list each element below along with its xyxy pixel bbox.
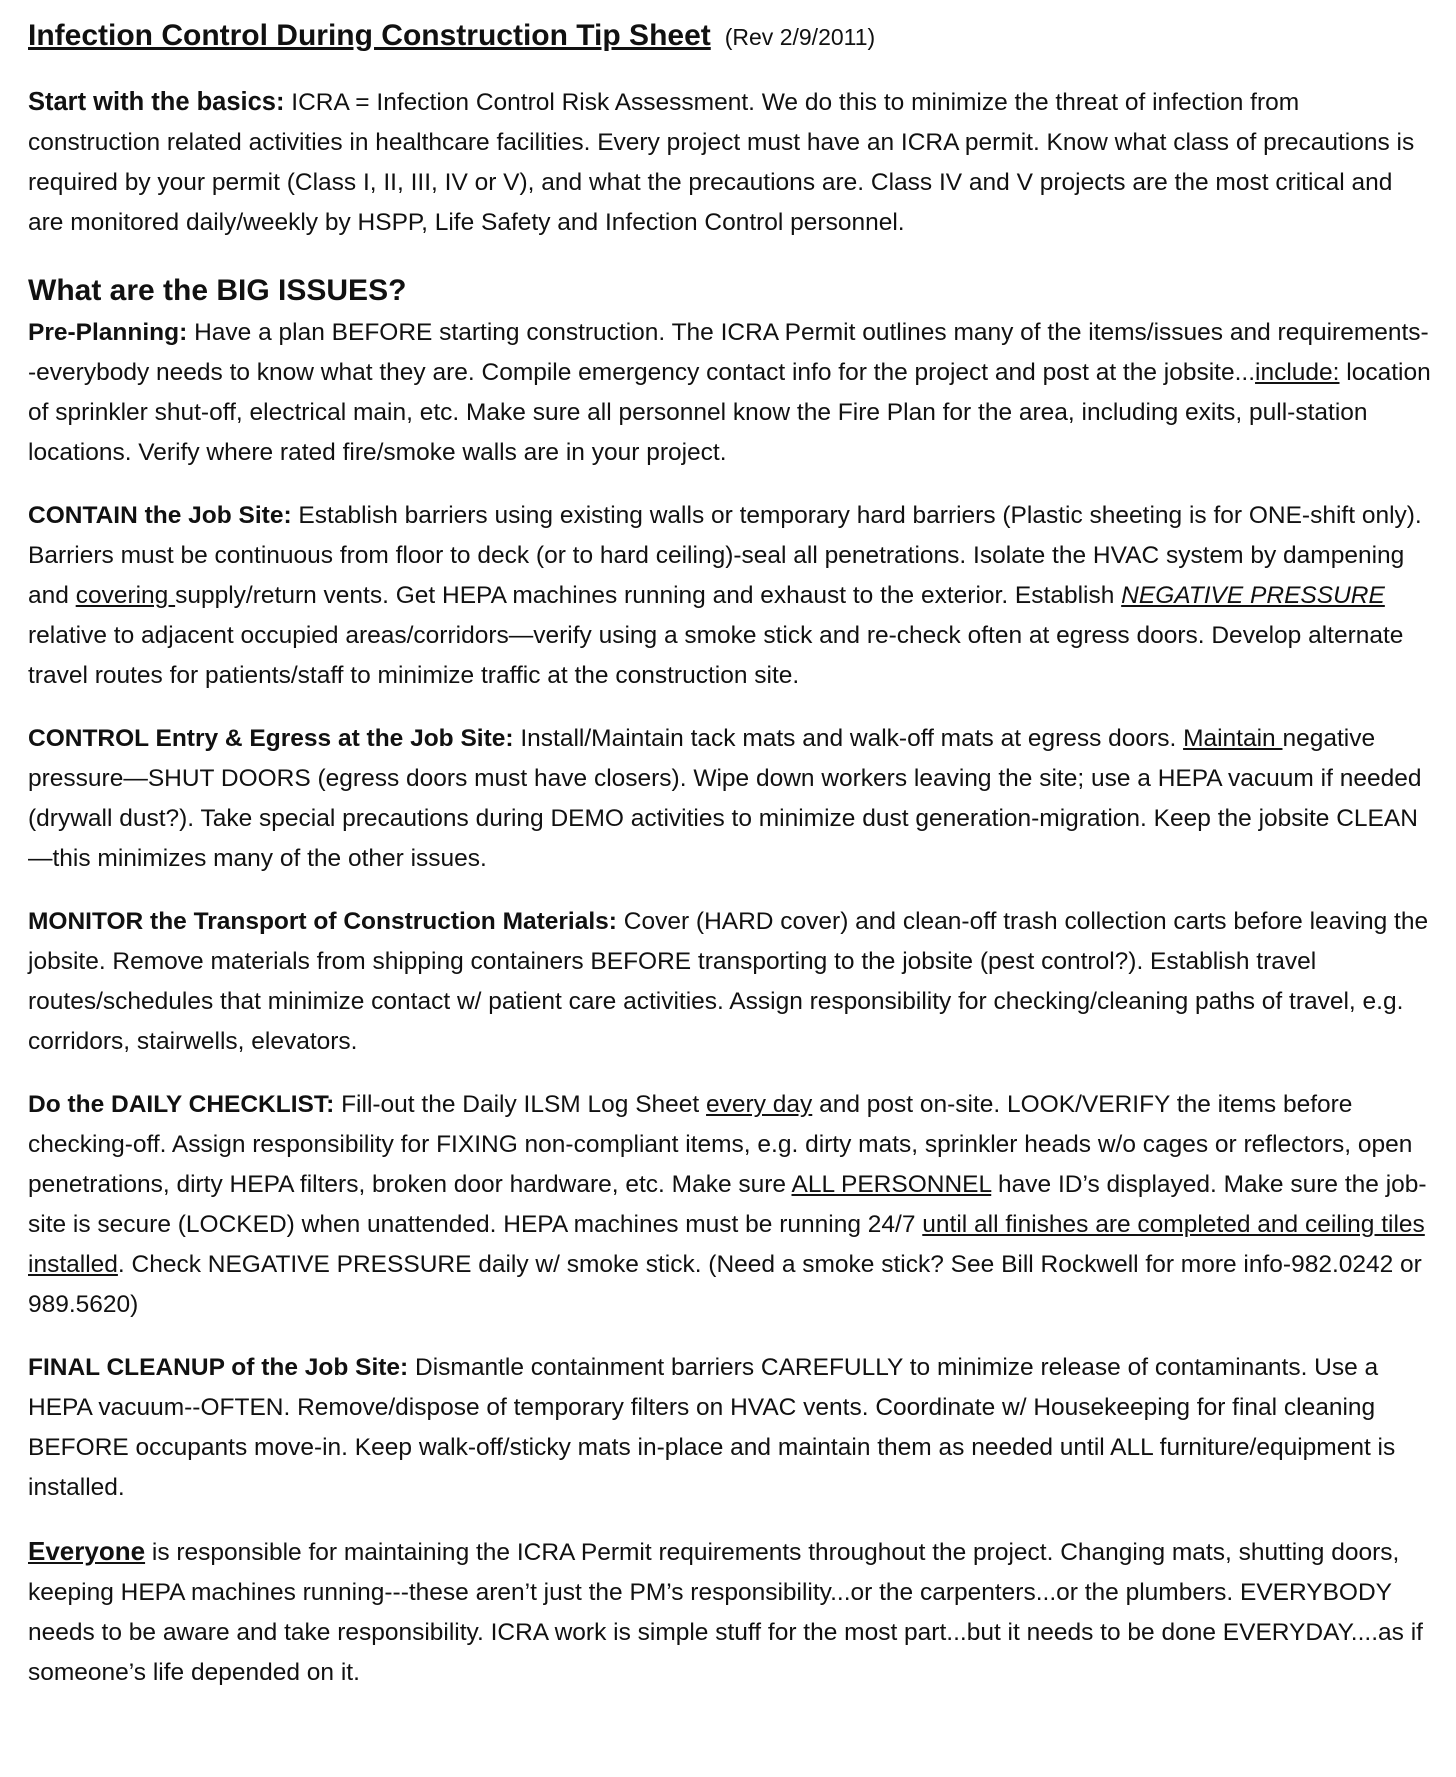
daily-all-personnel: ALL PERSONNEL [791,1171,992,1198]
contain-lead: CONTAIN the Job Site: [28,502,292,529]
daily-text-4: . Check NEGATIVE PRESSURE daily w/ smoke stick. (Need a smoke stick? See Bill Rockwell for more info-982.0242 or 989.5620) [28,1251,1422,1318]
contain-text-1: Establish barriers using existing walls or temporary hard barriers (Plastic sheeting is for ONE-shift only). Barriers must be continuous from floor to deck (or to hard ceiling)-seal all penetrations. Isolate the HVAC system by dampening and [28,502,1422,609]
contain-paragraph [28,496,1432,696]
everyone-lead: Everyone [28,1536,146,1566]
page-title: Infection Control During Construction Tip Sheet [28,19,711,52]
revision-date: (Rev 2/9/2011) [724,24,876,50]
basics-paragraph [28,82,1432,243]
daily-every-day: every day [706,1091,813,1118]
final-lead: FINAL CLEANUP of the Job Site: [28,1354,409,1381]
control-text-2: negative pressure—SHUT DOORS (egress doors must have closers). Wipe down workers leaving the site; use a HEPA vacuum if needed (drywall dust?). Take special precautions during DEMO activities to minimize dust generation-migration. Keep the jobsite CLEAN—this minimizes many of the other issues. [28,725,1422,872]
control-lead: CONTROL Entry & Egress at the Job Site: [28,725,514,752]
contain-negative-pressure: NEGATIVE PRESSURE [1121,582,1385,609]
contain-covering: covering [75,582,176,609]
daily-until-finishes: until all finishes are completed and ceiling tiles installed [28,1211,1425,1278]
basics-lead: Start with the basics: [28,88,285,116]
final-text-1: Dismantle containment barriers CAREFULLY to minimize release of contaminants. Use a HEPA vacuum--OFTEN. Remove/dispose of temporary filters on HVAC vents. Coordinate w/ Housekeeping for final cleaning BEFORE occupants move-in. Keep walk-off/sticky mats in-place and maintain them as needed until ALL furniture/equipment is installed. [28,1354,1396,1501]
everyone-paragraph [28,1531,1432,1693]
contain-text-3: relative to adjacent occupied areas/corridors—verify using a smoke stick and re-check often at egress doors. Develop alternate travel routes for patients/staff to minimize traffic at the construction site. [28,622,1404,689]
monitor-paragraph [28,902,1432,1062]
basics-text: ICRA = Infection Control Risk Assessment. We do this to minimize the threat of infection from construction related activities in healthcare facilities. Every project must have an ICRA permit. Know what class of precautions is required by your permit (Class I, II, III, IV or V), and what the precautions are. Class IV and V projects are the most critical and are monitored daily/weekly by HSPP, Life Safety and Infection Control personnel. [28,89,1415,236]
daily-text-2: and post on-site. LOOK/VERIFY the items before checking-off. Assign responsibility for FIXING non-compliant items, e.g. dirty mats, sprinkler heads w/o cages or reflectors, open penetrations, dirty HEPA filters, broken door hardware, etc. Make sure [28,1091,1413,1198]
preplanning-lead: Pre-Planning: [28,319,188,346]
final-paragraph [28,1348,1432,1508]
daily-paragraph [28,1085,1432,1325]
daily-text-3: have ID’s displayed. Make sure the job-site is secure (LOCKED) when unattended. HEPA machines must be running 24/7 [28,1171,1427,1238]
issues-heading: What are the BIG ISSUES? [28,274,407,307]
title-line [28,14,1432,60]
preplanning-include: include: [1255,359,1340,386]
monitor-lead: MONITOR the Transport of Construction Materials: [28,908,617,935]
monitor-text-1: Cover (HARD cover) and clean-off trash collection carts before leaving the jobsite. Remove materials from shipping containers BEFORE transporting to the jobsite (pest control?). Establish travel routes/schedules that minimize contact w/ patient care activities. Assign responsibility for checking/cleaning paths of travel, e.g. corridors, stairwells, elevators. [28,908,1429,1055]
everyone-text-1: is responsible for maintaining the ICRA Permit requirements throughout the project. Changing mats, shutting doors, keeping HEPA machines running---these aren’t just the PM’s responsibility...or the carpenters...or the plumbers. EVERYBODY needs to be aware and take responsibility. ICRA work is simple stuff for the most part...but it needs to be done EVERYDAY....as if someone’s life depended on it. [28,1539,1423,1686]
preplanning-text-2: location of sprinkler shut-off, electrical main, etc. Make sure all personnel know the Fire Plan for the area, including exits, pull-station locations. Verify where rated fire/smoke walls are in your project. [28,359,1431,466]
control-paragraph [28,719,1432,879]
preplanning-text-1: Have a plan BEFORE starting construction. The ICRA Permit outlines many of the items/issues and requirements--everybody needs to know what they are. Compile emergency contact info for the project and post at the jobsite... [28,319,1429,386]
control-text-1: Install/Maintain tack mats and walk-off mats at egress doors. [513,725,1184,752]
daily-text-1: Fill-out the Daily ILSM Log Sheet [334,1091,707,1118]
contain-text-2: supply/return vents. Get HEPA machines running and exhaust to the exterior. Establish [175,582,1122,609]
daily-lead: Do the DAILY CHECKLIST: [28,1091,335,1118]
control-maintain: Maintain [1183,725,1283,752]
preplanning-paragraph [28,313,1432,473]
